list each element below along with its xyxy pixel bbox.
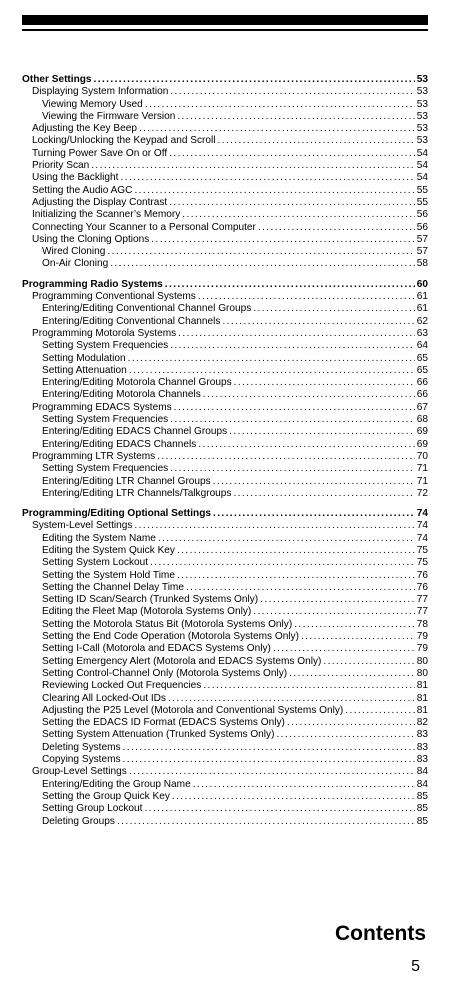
toc-dot-leader: [186, 582, 415, 594]
toc-dot-leader: [123, 742, 415, 754]
toc-entry-page: 64: [416, 340, 428, 352]
toc-dot-leader: [301, 631, 415, 643]
table-of-contents: [22, 74, 428, 828]
toc-section-entry: [22, 451, 428, 463]
toc-entry-page: 58: [416, 258, 428, 270]
toc-subsection-entry: [22, 377, 428, 389]
toc-entry-page: 56: [416, 221, 428, 233]
toc-section-entry: [22, 86, 428, 98]
toc-dot-leader: [260, 594, 415, 606]
toc-dot-leader: [150, 557, 415, 569]
toc-entry-page: 81: [416, 680, 428, 692]
toc-dot-leader: [139, 123, 415, 135]
toc-dot-leader: [273, 643, 415, 655]
toc-dot-leader: [170, 463, 415, 475]
toc-entry-title: Entering/Editing EDACS Channels: [42, 438, 197, 450]
toc-subsection-entry: [22, 488, 428, 500]
toc-subsection-entry: [22, 365, 428, 377]
toc-entry-title: Setting Control-Channel Only (Motorola Systems Only): [42, 667, 288, 679]
toc-entry-page: 85: [416, 803, 428, 815]
toc-entry-title: Entering/Editing LTR Channels/Talkgroups: [42, 487, 232, 499]
toc-entry-page: 85: [416, 815, 428, 827]
toc-entry-page: 60: [416, 278, 428, 290]
toc-section-entry: [22, 148, 428, 160]
toc-dot-leader: [134, 185, 414, 197]
toc-entry-page: 68: [416, 414, 428, 426]
toc-subsection-entry: [22, 316, 428, 328]
toc-subsection-entry: [22, 705, 428, 717]
toc-entry-page: 82: [416, 717, 428, 729]
toc-entry-page: 84: [416, 766, 428, 778]
toc-entry-title: Programming Radio Systems: [22, 278, 163, 290]
section-title: Contents: [335, 922, 426, 945]
toc-entry-title: Setting the Group Quick Key: [42, 790, 170, 802]
toc-dot-leader: [157, 451, 415, 463]
toc-subsection-entry: [22, 631, 428, 643]
toc-entry-page: 62: [416, 315, 428, 327]
toc-entry-page: 66: [416, 389, 428, 401]
toc-entry-title: Connecting Your Scanner to a Personal Computer: [32, 221, 256, 233]
toc-subsection-entry: [22, 594, 428, 606]
toc-section-entry: [22, 172, 428, 184]
toc-entry-page: 85: [416, 790, 428, 802]
toc-dot-leader: [289, 668, 415, 680]
toc-entry-page: 81: [416, 704, 428, 716]
toc-entry-page: 54: [416, 172, 428, 184]
toc-dot-leader: [222, 316, 414, 328]
toc-dot-leader: [345, 705, 414, 717]
toc-chapter-entry: [22, 74, 428, 86]
toc-dot-leader: [253, 303, 414, 315]
toc-subsection-entry: [22, 606, 428, 618]
toc-subsection-entry: [22, 570, 428, 582]
toc-entry-title: Wired Cloning: [42, 246, 106, 258]
toc-entry-page: 79: [416, 631, 428, 643]
toc-entry-title: Copying Systems: [42, 754, 121, 766]
toc-entry-title: Setting the Audio AGC: [32, 184, 133, 196]
toc-subsection-entry: [22, 476, 428, 488]
toc-section-entry: [22, 402, 428, 414]
toc-entry-title: Setting ID Scan/Search (Trunked Systems Only): [42, 594, 259, 606]
toc-subsection-entry: [22, 463, 428, 475]
toc-dot-leader: [129, 766, 415, 778]
toc-subsection-entry: [22, 742, 428, 754]
toc-dot-leader: [203, 389, 415, 401]
toc-entry-page: 81: [416, 692, 428, 704]
toc-dot-leader: [233, 488, 414, 500]
toc-dot-leader: [203, 680, 414, 692]
toc-entry-page: 56: [416, 209, 428, 221]
toc-dot-leader: [94, 74, 415, 86]
toc-entry-title: Setting Modulation: [42, 352, 126, 364]
toc-chapter-entry: [22, 279, 428, 291]
toc-entry-title: Reviewing Locked Out Frequencies: [42, 680, 202, 692]
toc-subsection-entry: [22, 258, 428, 270]
toc-subsection-entry: [22, 717, 428, 729]
toc-entry-page: 71: [416, 463, 428, 475]
toc-entry-title: System-Level Settings: [32, 520, 133, 532]
toc-section-entry: [22, 160, 428, 172]
toc-subsection-entry: [22, 99, 428, 111]
toc-entry-page: 76: [416, 581, 428, 593]
toc-dot-leader: [182, 209, 414, 221]
toc-section-entry: [22, 197, 428, 209]
toc-subsection-entry: [22, 426, 428, 438]
toc-dot-leader: [168, 693, 415, 705]
toc-dot-leader: [193, 779, 415, 791]
toc-subsection-entry: [22, 389, 428, 401]
toc-subsection-entry: [22, 729, 428, 741]
toc-entry-title: Entering/Editing Motorola Channel Groups: [42, 377, 232, 389]
toc-entry-title: Deleting Systems: [42, 741, 121, 753]
toc-entry-title: Editing the System Name: [42, 532, 156, 544]
toc-dot-leader: [120, 172, 414, 184]
toc-entry-title: Turning Power Save On or Off: [32, 147, 168, 159]
toc-entry-page: 53: [416, 110, 428, 122]
toc-dot-leader: [110, 258, 415, 270]
toc-entry-page: 54: [416, 160, 428, 172]
toc-entry-title: Viewing the Firmware Version: [42, 110, 176, 122]
toc-subsection-entry: [22, 791, 428, 803]
toc-entry-title: Displaying System Information: [32, 86, 169, 98]
toc-entry-title: Viewing Memory Used: [42, 98, 143, 110]
toc-entry-title: Programming Motorola Systems: [32, 327, 177, 339]
toc-dot-leader: [144, 803, 414, 815]
toc-entry-page: 79: [416, 643, 428, 655]
toc-entry-title: Setting the EDACS ID Format (EDACS Systems Only): [42, 717, 285, 729]
toc-entry-page: 75: [416, 557, 428, 569]
toc-dot-leader: [174, 402, 415, 414]
toc-dot-leader: [213, 508, 415, 520]
toc-dot-leader: [134, 520, 414, 532]
toc-subsection-entry: [22, 668, 428, 680]
toc-entry-title: Locking/Unlocking the Keypad and Scroll: [32, 135, 216, 147]
toc-entry-page: 66: [416, 377, 428, 389]
toc-dot-leader: [234, 377, 415, 389]
toc-entry-title: Entering/Editing EDACS Channel Groups: [42, 426, 228, 438]
toc-section-entry: [22, 123, 428, 135]
toc-section-entry: [22, 222, 428, 234]
toc-entry-title: Setting System Attenuation (Trunked Systems Only): [42, 729, 275, 741]
toc-entry-page: 69: [416, 426, 428, 438]
toc-entry-page: 77: [416, 606, 428, 618]
toc-entry-page: 53: [416, 98, 428, 110]
toc-entry-page: 53: [416, 123, 428, 135]
toc-subsection-entry: [22, 340, 428, 352]
toc-entry-page: 77: [416, 594, 428, 606]
toc-entry-title: Setting the End Code Operation (Motorola Systems Only): [42, 631, 299, 643]
toc-entry-title: Setting System Frequencies: [42, 463, 169, 475]
toc-subsection-entry: [22, 303, 428, 315]
toc-dot-leader: [177, 111, 414, 123]
toc-subsection-entry: [22, 533, 428, 545]
toc-entry-title: Using the Backlight: [32, 172, 119, 184]
toc-subsection-entry: [22, 693, 428, 705]
toc-entry-title: Adjusting the Key Beep: [32, 123, 137, 135]
toc-entry-title: Initializing the Scanner’s Memory: [32, 209, 181, 221]
toc-section-entry: [22, 209, 428, 221]
toc-entry-title: Setting Emergency Alert (Motorola and EDACS Systems Only): [42, 655, 322, 667]
toc-dot-leader: [213, 476, 415, 488]
toc-entry-page: 57: [416, 233, 428, 245]
toc-subsection-entry: [22, 545, 428, 557]
toc-entry-page: 53: [416, 74, 428, 85]
toc-section-entry: [22, 135, 428, 147]
toc-dot-leader: [172, 791, 415, 803]
toc-entry-title: Clearing All Locked-Out IDs: [42, 692, 166, 704]
toc-entry-title: Editing the System Quick Key: [42, 544, 175, 556]
toc-entry-page: 83: [416, 741, 428, 753]
toc-entry-page: 74: [416, 532, 428, 544]
toc-subsection-entry: [22, 582, 428, 594]
toc-entry-title: Setting System Lockout: [42, 557, 149, 569]
toc-entry-title: Setting the System Hold Time: [42, 569, 175, 581]
toc-entry-page: 75: [416, 544, 428, 556]
toc-entry-page: 61: [416, 291, 428, 303]
header-rule: [22, 29, 428, 31]
toc-dot-leader: [217, 135, 414, 147]
toc-subsection-entry: [22, 439, 428, 451]
toc-entry-title: Using the Cloning Options: [32, 233, 150, 245]
toc-entry-page: 55: [416, 196, 428, 208]
toc-entry-page: 65: [416, 352, 428, 364]
page-number: 5: [411, 958, 420, 975]
toc-entry-title: Entering/Editing Conventional Channel Groups: [42, 303, 252, 315]
toc-entry-title: Other Settings: [22, 74, 92, 85]
toc-entry-page: 74: [416, 508, 428, 520]
toc-subsection-entry: [22, 816, 428, 828]
toc-entry-page: 83: [416, 729, 428, 741]
toc-entry-title: Setting the Channel Delay Time: [42, 581, 184, 593]
toc-entry-title: Programming/Editing Optional Settings: [22, 508, 211, 520]
toc-entry-title: On-Air Cloning: [42, 258, 109, 270]
toc-entry-page: 83: [416, 754, 428, 766]
toc-dot-leader: [170, 414, 415, 426]
toc-subsection-entry: [22, 803, 428, 815]
toc-entry-title: Programming Conventional Systems: [32, 291, 196, 303]
toc-entry-page: 67: [416, 401, 428, 413]
toc-entry-title: Setting Attenuation: [42, 364, 127, 376]
header-bar: [22, 15, 428, 25]
toc-dot-leader: [169, 148, 415, 160]
toc-section-entry: [22, 520, 428, 532]
toc-dot-leader: [287, 717, 415, 729]
toc-dot-leader: [170, 340, 415, 352]
toc-entry-title: Adjusting the Display Contrast: [32, 196, 168, 208]
toc-subsection-entry: [22, 643, 428, 655]
toc-dot-leader: [123, 754, 415, 766]
toc-entry-title: Entering/Editing Conventional Channels: [42, 315, 221, 327]
toc-dot-leader: [170, 86, 414, 98]
toc-entry-page: 84: [416, 778, 428, 790]
toc-entry-page: 72: [416, 487, 428, 499]
toc-entry-page: 80: [416, 667, 428, 679]
toc-dot-leader: [129, 365, 415, 377]
toc-entry-page: 54: [416, 147, 428, 159]
toc-subsection-entry: [22, 779, 428, 791]
toc-entry-page: 70: [416, 450, 428, 462]
toc-subsection-entry: [22, 619, 428, 631]
toc-dot-leader: [117, 816, 415, 828]
toc-entry-title: Adjusting the P25 Level (Motorola and Conventional Systems Only): [42, 704, 344, 716]
toc-entry-page: 78: [416, 618, 428, 630]
toc-entry-title: Group-Level Settings: [32, 766, 127, 778]
toc-entry-page: 69: [416, 438, 428, 450]
toc-entry-title: Setting I-Call (Motorola and EDACS Systems Only): [42, 643, 271, 655]
toc-subsection-entry: [22, 754, 428, 766]
toc-section-entry: [22, 328, 428, 340]
toc-dot-leader: [276, 729, 414, 741]
toc-entry-page: 65: [416, 364, 428, 376]
toc-entry-page: 74: [416, 520, 428, 532]
toc-dot-leader: [165, 279, 415, 291]
toc-entry-page: 80: [416, 655, 428, 667]
toc-chapter-entry: [22, 508, 428, 520]
toc-entry-page: 63: [416, 327, 428, 339]
toc-subsection-entry: [22, 680, 428, 692]
toc-dot-leader: [145, 99, 415, 111]
toc-dot-leader: [258, 222, 415, 234]
toc-section-entry: [22, 185, 428, 197]
toc-dot-leader: [169, 197, 415, 209]
toc-dot-leader: [128, 353, 415, 365]
toc-entry-title: Entering/Editing Motorola Channels: [42, 389, 201, 401]
toc-entry-title: Setting System Frequencies: [42, 414, 169, 426]
toc-subsection-entry: [22, 246, 428, 258]
toc-entry-title: Setting Group Lockout: [42, 803, 143, 815]
toc-entry-title: Entering/Editing the Group Name: [42, 778, 191, 790]
toc-subsection-entry: [22, 353, 428, 365]
toc-dot-leader: [107, 246, 414, 258]
toc-entry-title: Programming LTR Systems: [32, 450, 156, 462]
toc-section-entry: [22, 766, 428, 778]
toc-entry-title: Deleting Groups: [42, 815, 115, 827]
toc-dot-leader: [229, 426, 415, 438]
toc-entry-title: Setting System Frequencies: [42, 340, 169, 352]
toc-entry-page: 76: [416, 569, 428, 581]
toc-dot-leader: [198, 291, 415, 303]
toc-entry-page: 53: [416, 86, 428, 98]
toc-dot-leader: [151, 234, 414, 246]
toc-dot-leader: [198, 439, 414, 451]
toc-entry-title: Priority Scan: [32, 160, 90, 172]
toc-entry-page: 53: [416, 135, 428, 147]
toc-entry-page: 61: [416, 303, 428, 315]
toc-dot-leader: [177, 570, 415, 582]
toc-entry-page: 57: [416, 246, 428, 258]
toc-entry-page: 55: [416, 184, 428, 196]
toc-entry-title: Setting the Motorola Status Bit (Motorola Systems Only): [42, 618, 293, 630]
toc-entry-title: Entering/Editing LTR Channel Groups: [42, 475, 211, 487]
toc-dot-leader: [323, 656, 414, 668]
toc-dot-leader: [158, 533, 415, 545]
toc-entry-page: 71: [416, 475, 428, 487]
toc-section-entry: [22, 291, 428, 303]
toc-dot-leader: [91, 160, 415, 172]
toc-subsection-entry: [22, 557, 428, 569]
toc-entry-title: Programming EDACS Systems: [32, 401, 172, 413]
toc-dot-leader: [253, 606, 415, 618]
toc-subsection-entry: [22, 656, 428, 668]
toc-dot-leader: [177, 545, 415, 557]
toc-subsection-entry: [22, 111, 428, 123]
toc-dot-leader: [178, 328, 415, 340]
toc-entry-title: Editing the Fleet Map (Motorola Systems Only): [42, 606, 252, 618]
toc-section-entry: [22, 234, 428, 246]
toc-dot-leader: [294, 619, 415, 631]
toc-subsection-entry: [22, 414, 428, 426]
